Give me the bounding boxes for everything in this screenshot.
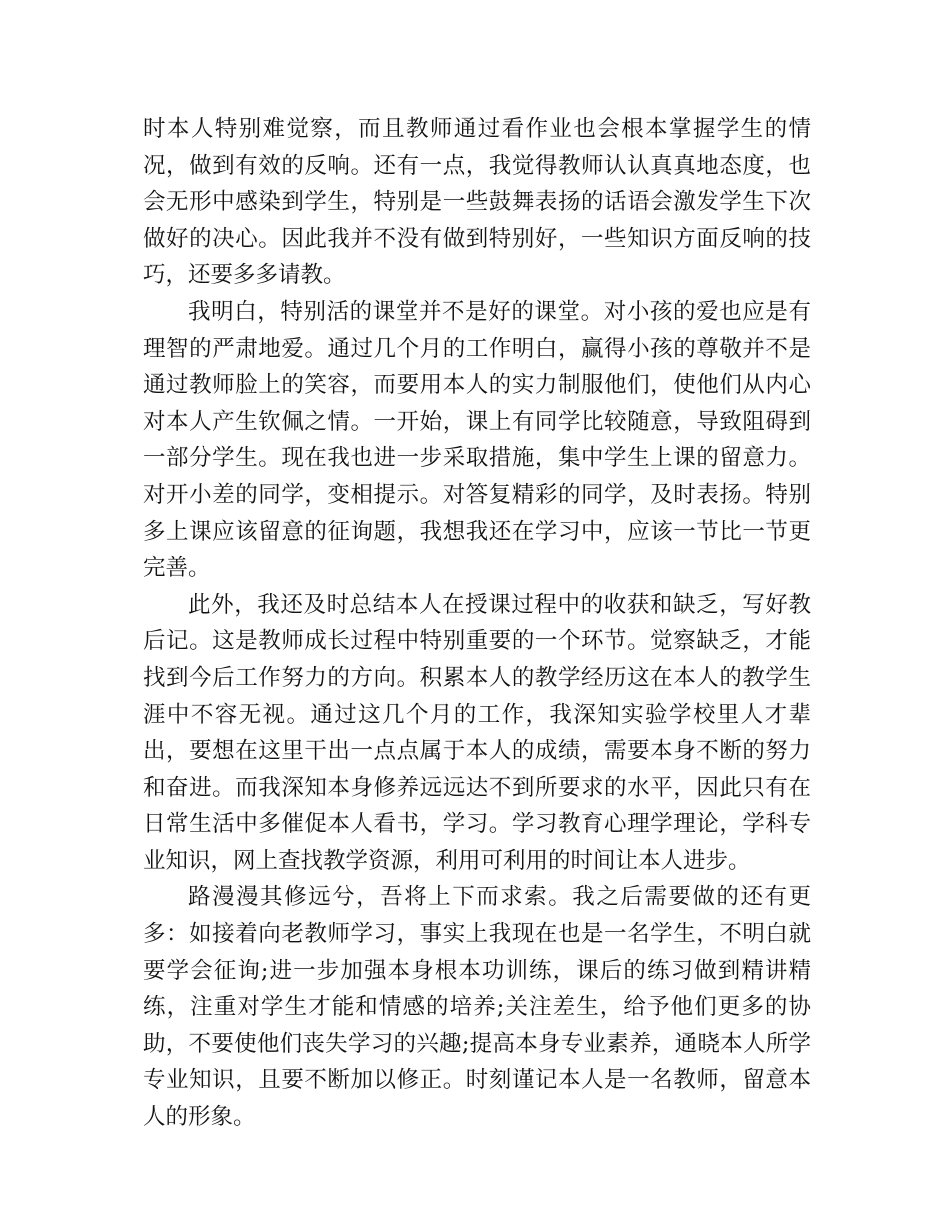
paragraph-4: 路漫漫其修远兮，吾将上下而求索。我之后需要做的还有更多：如接着向老教师学习，事实上我现在也是一名学生，不明白就要学会征询;进一步加强本身根本功训练，课后的练习做到精讲精练，注重对学生才能和情感的培养;关注差生，给予他们更多的协助，不要使他们丧失学习的兴趣;提高本身专业素养，通晓本人所学专业知识，且要不断加以修正。时刻谨记本人是一名教师，留意本人的形象。: [143, 884, 811, 1131]
paragraph-2: 我明白，特别活的课堂并不是好的课堂。对小孩的爱也应是有理智的严肃地爱。通过几个月的工作明白，赢得小孩的尊敬并不是通过教师脸上的笑容，而要用本人的实力制服他们，使他们从内心对本人产生钦佩之情。一开始，课上有同学比较随意，导致阻碍到一部分学生。现在我也进一步采取措施，集中学生上课的留意力。对开小差的同学，变相提示。对答复精彩的同学，及时表扬。特别多上课应该留意的征询题，我想我还在学习中，应该一节比一节更完善。: [143, 298, 811, 582]
document-body: [143, 111, 811, 1136]
paragraph-1: 时本人特别难觉察，而且教师通过看作业也会根本掌握学生的情况，做到有效的反响。还有一点，我觉得教师认认真真地态度，也会无形中感染到学生，特别是一些鼓舞表扬的话语会激发学生下次做好的决心。因此我并不没有做到特别好，一些知识方面反响的技巧，还要多多请教。: [143, 116, 811, 289]
paragraph-3: 此外，我还及时总结本人在授课过程中的收获和缺乏，写好教后记。这是教师成长过程中特别重要的一个环节。觉察缺乏，才能找到今后工作努力的方向。积累本人的教学经历这在本人的教学生涯中不容无视。通过这几个月的工作，我深知实验学校里人才辈出，要想在这里干出一点点属于本人的成绩，需要本身不断的努力和奋进。而我深知本身修养远远达不到所要求的水平，因此只有在日常生活中多催促本人看书，学习。学习教育心理学理论，学科专业知识，网上查找教学资源，利用可利用的时间让本人进步。: [143, 591, 811, 874]
